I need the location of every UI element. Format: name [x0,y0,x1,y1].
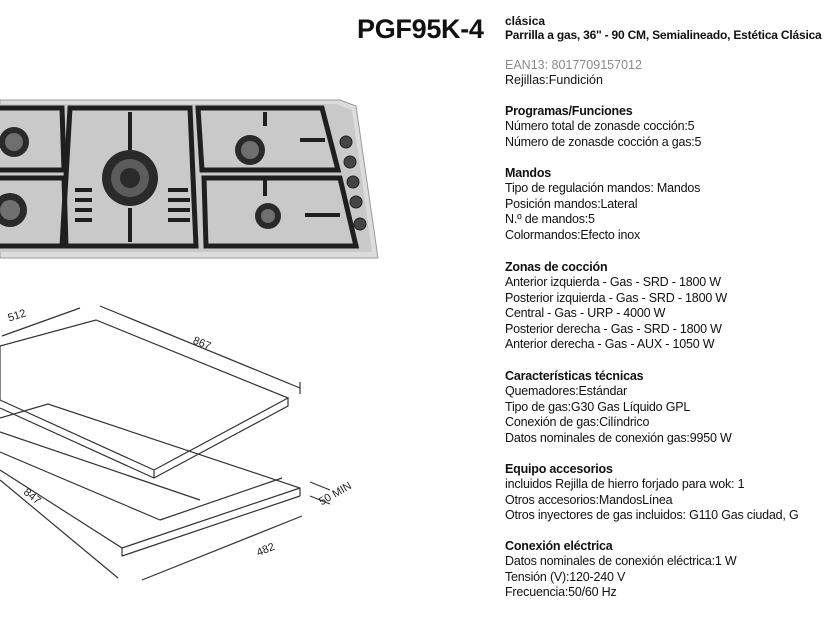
spec-line: Datos nominales de conexión gas:9950 W [505,430,732,445]
section-accessories [505,462,799,524]
spec-line: N.º de mandos:5 [505,212,595,226]
spec-line: Posición mandos:Lateral [505,196,638,211]
spec-line: Conexión de gas:Cilíndrico [505,415,650,429]
section-title: Programas/Funciones [505,104,633,118]
category-label: clásica [505,14,546,28]
section-title: Equipo accesorios [505,462,613,476]
section-technical [505,369,732,446]
spec-line: Tipo de regulación mandos: Mandos [505,181,701,195]
spec-line: Otros accesorios:MandosLínea [505,492,673,507]
spec-line: Quemadores:Estándar [505,384,627,398]
spec-line: Colormandos:Efecto inox [505,227,641,242]
dim-min-clearance: 50 MIN [317,479,354,509]
spec-line: Frecuencia:50/60 Hz [505,585,617,599]
spec-line: Anterior izquierda - Gas - SRD - 1800 W [505,275,721,289]
installation-drawing [0,306,330,580]
model-title: PGF95K-4 [357,14,484,44]
spec-line: Anterior derecha - Gas - AUX - 1050 W [505,337,715,351]
spec-line: Central - Gas - URP - 4000 W [505,306,666,320]
section-title: Zonas de cocción [505,260,608,274]
dim-depth-cutout: 482 [255,540,277,559]
spec-line: Número total de zonasde cocción:5 [505,119,695,133]
spec-line: Posterior izquierda - Gas - SRD - 1800 W [505,290,727,305]
dim-width-cutout: 847 [21,486,43,508]
spec-line: Número de zonasde cocción a gas:5 [505,134,702,149]
cooktop-photo [0,100,378,258]
dim-depth-top: 512 [6,307,28,325]
grille-material: Rejillas:Fundición [505,73,603,87]
section-title: Características técnicas [505,369,644,383]
spec-line: Tensión (V):120-240 V [505,569,626,584]
section-electrical [505,539,737,601]
section-programs [505,104,701,150]
spec-line: Tipo de gas:G30 Gas Líquido GPL [505,399,691,414]
product-subtitle: Parrilla a gas, 36'' - 90 CM, Semialineado, Estética Clásica [505,28,822,42]
spec-line: Otros inyectores de gas incluidos: G110 Gas ciudad, G [505,508,799,522]
ean-code: EAN13: 8017709157012 [505,58,642,72]
section-cooking-zones [505,260,727,353]
dim-width-top: 867 [191,334,213,353]
spec-line: incluidos Rejilla de hierro forjado para wok: 1 [505,477,745,491]
section-title: Mandos [505,166,552,180]
spec-line: Datos nominales de conexión eléctrica:1 W [505,554,737,568]
section-title: Conexión eléctrica [505,539,613,553]
spec-line: Posterior derecha - Gas - SRD - 1800 W [505,321,722,336]
section-controls [505,166,700,243]
